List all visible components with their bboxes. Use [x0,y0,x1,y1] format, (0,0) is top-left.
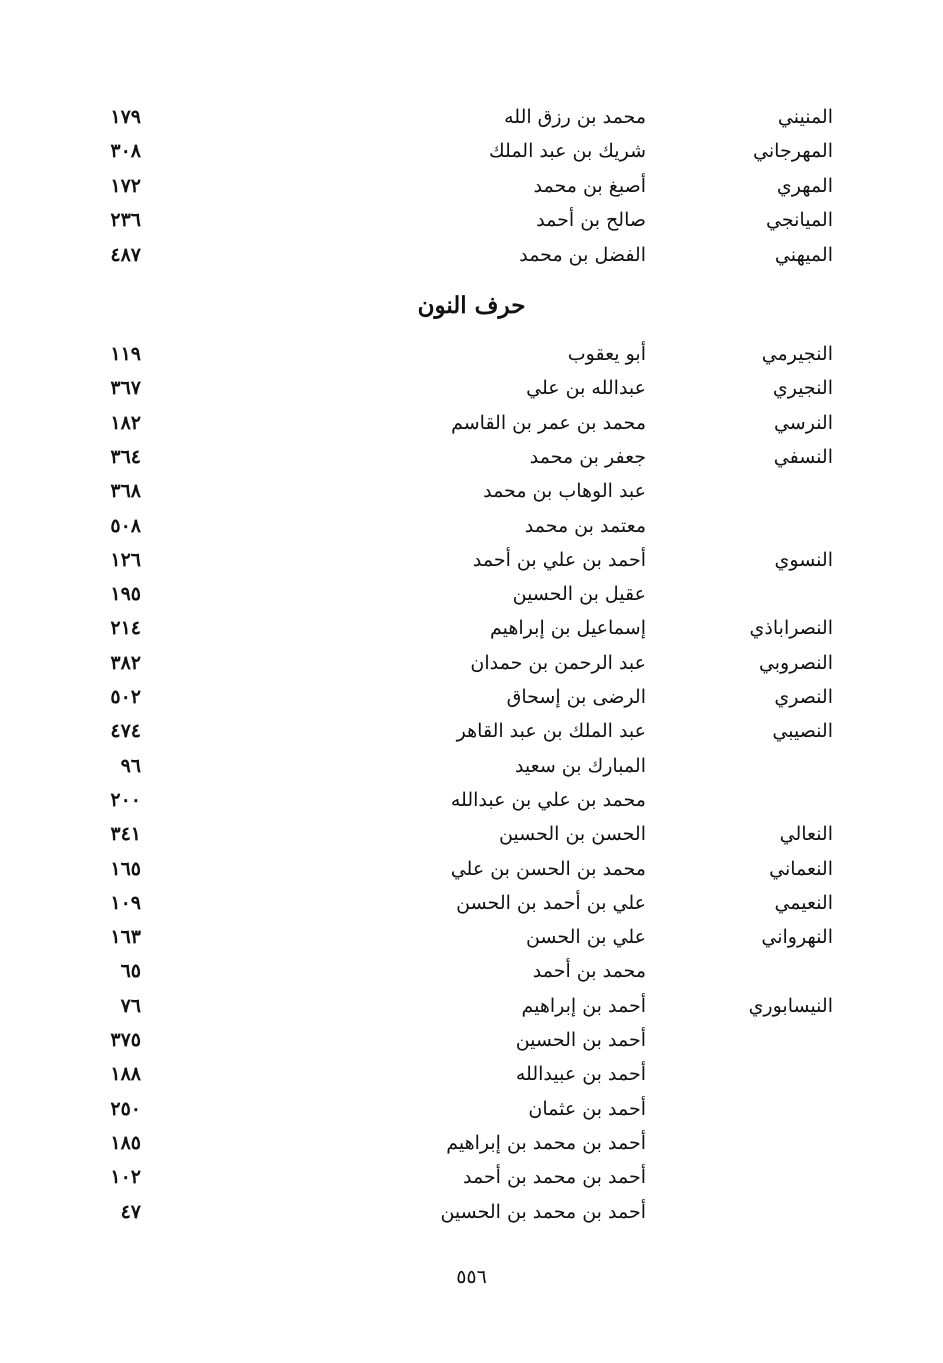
entry-page-number: ١٦٣ [110,926,141,949]
entry-nisba: المنيني [777,106,833,128]
entry-nisba: النجيرمي [761,343,833,365]
index-entry-row [0,134,943,168]
entry-page-number: ٣٨٢ [110,651,141,674]
entry-page-number: ٩٦ [120,754,141,777]
entry-nisba: النصروبي [758,651,833,674]
entry-page-number: ٥٠٨ [110,514,141,537]
entry-page-number: ١٢٦ [110,548,141,571]
index-entry-row [0,509,943,543]
index-entry-row [0,1023,943,1057]
entry-name: إسماعيل بن إبراهيم [490,617,646,640]
entry-name: صالح بن أحمد [536,209,646,232]
entry-page-number: ٤٧ [120,1200,141,1223]
entry-name: محمد بن عمر بن القاسم [451,411,646,434]
entry-name: معتمد بن محمد [524,514,646,537]
entry-nisba: النسوي [774,548,833,571]
entry-page-number: ٤٨٧ [110,243,141,266]
index-entry-row [0,852,943,886]
entry-page-number: ٣٦٤ [110,445,141,468]
entry-name: أحمد بن محمد بن إبراهيم [446,1131,646,1154]
entry-name: شريك بن عبد الملك [489,140,646,163]
index-entry-row [0,611,943,645]
entry-name: محمد بن رزق الله [504,106,646,128]
entry-page-number: ١٨٢ [110,411,141,434]
entry-nisba: النجيري [772,377,833,400]
index-entry-row [0,646,943,680]
entry-name: جعفر بن محمد [529,445,646,468]
entry-nisba: النرسي [773,411,833,434]
entry-page-number: ١٠٢ [110,1166,141,1189]
entry-page-number: ٥٠٢ [110,686,141,708]
entry-page-number: ٧٦ [120,994,141,1017]
entry-name: الحسن بن الحسين [498,823,646,846]
index-entry-row [0,1092,943,1126]
entry-name: أحمد بن إبراهيم [521,994,646,1017]
index-entry-row [0,169,943,203]
index-entry-row [0,371,943,405]
entry-nisba: النصيبي [772,720,833,743]
index-entry-row [0,577,943,611]
entry-name: أحمد بن عثمان [528,1097,646,1120]
index-entry-row [0,989,943,1023]
entry-nisba: النيسابوري [748,994,833,1017]
entry-nisba: المهرجاني [753,140,833,163]
entry-page-number: ٢٣٦ [110,209,141,232]
entry-nisba: الميهني [774,243,833,266]
index-entry-row [0,817,943,851]
entry-page-number: ١٧٢ [110,174,141,197]
entry-page-number: ١٠٩ [110,891,141,914]
entry-page-number: ١٨٥ [110,1131,141,1154]
index-entry-row [0,749,943,783]
entry-page-number: ١٦٥ [110,857,141,880]
index-entry-row [0,337,943,371]
index-entry-row [0,680,943,714]
entry-name: علي بن الحسن [525,926,646,949]
entry-page-number: ١١٩ [110,343,141,365]
entry-nisba: النعالي [779,823,833,846]
entry-name: عبد الوهاب بن محمد [483,480,646,503]
entry-name: عبد الملك بن عبد القاهر [456,720,646,743]
entry-nisba: النعماني [769,857,833,880]
index-entry-row [0,203,943,237]
index-entry-row [0,1057,943,1091]
entry-name: الرضى بن إسحاق [506,686,646,708]
index-entry-row [0,920,943,954]
entry-page-number: ٤٧٤ [110,720,141,743]
entry-page-number: ٣٦٧ [110,377,141,400]
entry-name: أحمد بن محمد بن أحمد [462,1166,646,1189]
index-entry-row [0,714,943,748]
entry-nisba: النعيمي [774,891,833,914]
entry-name: أحمد بن الحسين [515,1029,646,1051]
index-entry-row [0,100,943,134]
entry-name: المبارك بن سعيد [514,754,646,777]
entry-name: عبد الرحمن بن حمدان [470,651,646,674]
entry-page-number: ٦٥ [120,960,141,983]
entry-name: عقيل بن الحسين [512,583,646,606]
index-entry-row [0,474,943,508]
entry-nisba: النصراباذي [749,617,833,640]
entry-page-number: ٣٠٨ [110,140,141,163]
index-entry-row [0,1160,943,1194]
index-entry-row [0,1195,943,1229]
entry-page-number: ٣٤١ [110,823,141,846]
entry-name: أصبغ بن محمد [533,174,646,197]
entry-name: علي بن أحمد بن الحسن [456,891,646,914]
index-entry-row [0,238,943,272]
entry-name: محمد بن علي بن عبدالله [450,788,646,811]
entry-nisba: المهري [776,174,833,197]
index-entry-row [0,543,943,577]
entry-name: محمد بن الحسن بن علي [450,857,646,880]
entry-name: محمد بن أحمد [532,960,646,983]
entry-page-number: ٣٦٨ [110,480,141,503]
entry-name: أبو يعقوب [567,343,646,365]
entry-page-number: ٣٧٥ [110,1029,141,1051]
entry-nisba: الميانجي [766,209,833,232]
index-entry-row [0,886,943,920]
entry-page-number: ٢٥٠ [110,1097,141,1120]
entry-name: أحمد بن علي بن أحمد [472,548,646,571]
index-entry-row [0,1126,943,1160]
entry-page-number: ١٨٨ [110,1063,141,1086]
index-entry-row [0,954,943,988]
entry-nisba: النسفي [773,445,833,468]
entry-name: عبدالله بن علي [526,377,646,400]
entry-name: أحمد بن عبيدالله [515,1063,646,1086]
index-entry-row [0,440,943,474]
entry-name: أحمد بن محمد بن الحسين [440,1200,646,1223]
section-heading: حرف النون [417,292,526,319]
entry-nisba: النصري [774,686,833,708]
entry-page-number: ١٧٩ [110,106,141,128]
entry-nisba: النهرواني [761,926,833,949]
entry-page-number: ٢٠٠ [110,788,141,811]
entry-page-number: ٢١٤ [110,617,141,640]
entry-name: الفضل بن محمد [519,243,646,266]
entry-page-number: ١٩٥ [110,583,141,606]
index-entry-row [0,406,943,440]
page-number: ٥٥٦ [456,1266,487,1288]
index-entry-row [0,783,943,817]
